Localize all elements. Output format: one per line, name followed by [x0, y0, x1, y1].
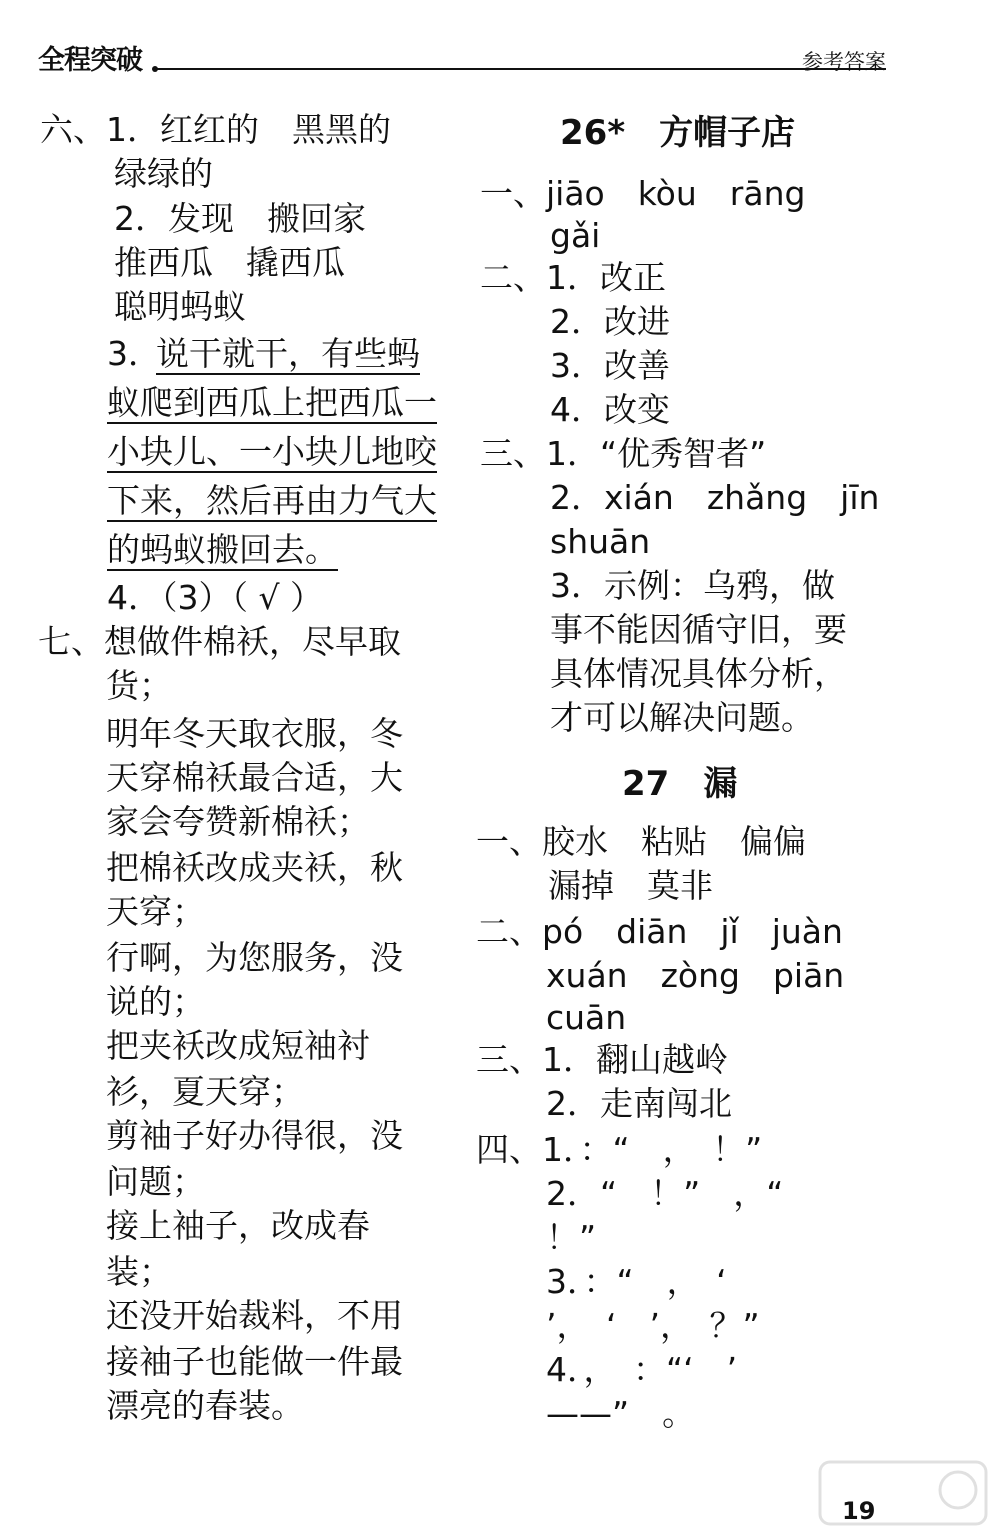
answer-seven-line: 货； — [106, 666, 172, 705]
r26-three-1: 三、1．“优秀智者” — [480, 434, 767, 473]
r26-three-3b: 事不能因循守旧，要 — [550, 610, 847, 649]
answer-seven-line: 行啊，为您服务，没 — [106, 938, 403, 977]
r27-four-4b: ——” 。 — [546, 1394, 696, 1433]
r27-four-2a: 2．“ ！” ，“ — [546, 1174, 784, 1213]
answer-six-3-line5: 的蚂蚁搬回去。 — [107, 530, 338, 569]
answer-six-2-line3: 聪明蚂蚁 — [114, 287, 246, 326]
r27-four-4a: 4．， ：“‘ ’ — [546, 1350, 738, 1389]
answer-six-4: 4．（3）（ √ ） — [107, 578, 323, 617]
answer-six-1-line1: 六、1．红红的 黑黑的 — [40, 110, 391, 149]
r27-one-a: 一、胶水 粘贴 偏偏 — [476, 822, 806, 861]
answer-seven-line: 把夹袄改成短袖衬 — [106, 1026, 370, 1065]
answer-seven-line: 问题； — [106, 1162, 205, 1201]
r27-two-a: 二、pó diān jǐ juàn — [476, 912, 843, 951]
answer-seven-line: 天穿棉袄最合适，大 — [106, 758, 403, 797]
answer-seven-line: 天穿； — [106, 892, 205, 931]
r27-two-c: cuān — [546, 998, 627, 1037]
r26-one-line2: gǎi — [550, 216, 601, 255]
r27-four-1: 四、1．：“ ， ！” — [476, 1130, 763, 1169]
answer-seven-line: 接上袖子，改成春 — [106, 1206, 370, 1245]
brand-logo-text: 全程突破 — [38, 45, 142, 76]
r27-three-2: 2．走南闯北 — [546, 1084, 732, 1123]
answer-six-3-prefix: 3． — [107, 334, 161, 373]
r27-three-1: 三、1．翻山越岭 — [476, 1040, 728, 1079]
page-number: 19 — [842, 1497, 876, 1525]
r27-four-3a: 3．：“ ， ‘ — [546, 1262, 727, 1301]
r27-four-3b: ’， ‘ ’， ？” — [546, 1306, 760, 1345]
answer-six-3-line3: 小块儿、一小块儿地咬 — [107, 432, 437, 471]
answer-seven-line: 装； — [106, 1252, 172, 1291]
lesson-26-title: 26* 方帽子店 — [560, 113, 796, 153]
r26-three-2a: 2．xián zhǎng jīn — [550, 478, 880, 517]
answer-seven-line: 还没开始裁料，不用 — [106, 1296, 403, 1335]
r26-three-2b: shuān — [550, 522, 651, 561]
r26-two-3: 3．改善 — [550, 346, 670, 385]
answer-seven-line: 衫，夏天穿； — [106, 1072, 304, 1111]
answer-six-3-line4: 下来，然后再由力气大 — [107, 481, 437, 520]
answer-seven-line: 七、想做件棉袄，尽早取 — [38, 622, 401, 661]
r27-two-b: xuán zòng piān — [546, 956, 845, 995]
r27-four-2b: ！” — [546, 1218, 597, 1257]
watermark-logo — [818, 1458, 988, 1528]
r26-one-line1: 一、jiāo kòu rāng — [480, 174, 806, 213]
r26-two-4: 4．改变 — [550, 390, 670, 429]
section-label: 参考答案 — [802, 50, 886, 74]
answer-seven-line: 接袖子也能做一件最 — [106, 1342, 403, 1381]
r26-three-3c: 具体情况具体分析， — [550, 654, 847, 693]
answer-six-3-line1: 说干就干，有些蚂 — [156, 334, 420, 373]
r26-two-1: 二、1．改正 — [480, 258, 666, 297]
r27-one-b: 漏掉 莫非 — [548, 866, 713, 905]
lesson-27-title: 27 漏 — [622, 764, 738, 804]
r26-three-3a: 3．示例：乌鸦，做 — [550, 566, 835, 605]
answer-six-3-line2: 蚁爬到西瓜上把西瓜一 — [107, 383, 437, 422]
answer-seven-line: 把棉袄改成夹袄，秋 — [106, 848, 403, 887]
answer-six-2-line2: 推西瓜 撬西瓜 — [114, 243, 345, 282]
r26-three-3d: 才可以解决问题。 — [550, 698, 814, 737]
answer-seven-line: 家会夸赞新棉袄； — [106, 802, 370, 841]
answer-seven-line: 说的； — [106, 982, 205, 1021]
answer-six-1-line2: 绿绿的 — [114, 154, 213, 193]
answer-seven-line: 漂亮的春装。 — [106, 1386, 304, 1425]
answer-six-2-line1: 2．发现 搬回家 — [114, 199, 366, 238]
header-rule — [156, 68, 886, 70]
answer-seven-line: 明年冬天取衣服，冬 — [106, 714, 403, 753]
answer-seven-line: 剪袖子好办得很，没 — [106, 1116, 403, 1155]
page-header — [0, 0, 996, 80]
r26-two-2: 2．改进 — [550, 302, 670, 341]
